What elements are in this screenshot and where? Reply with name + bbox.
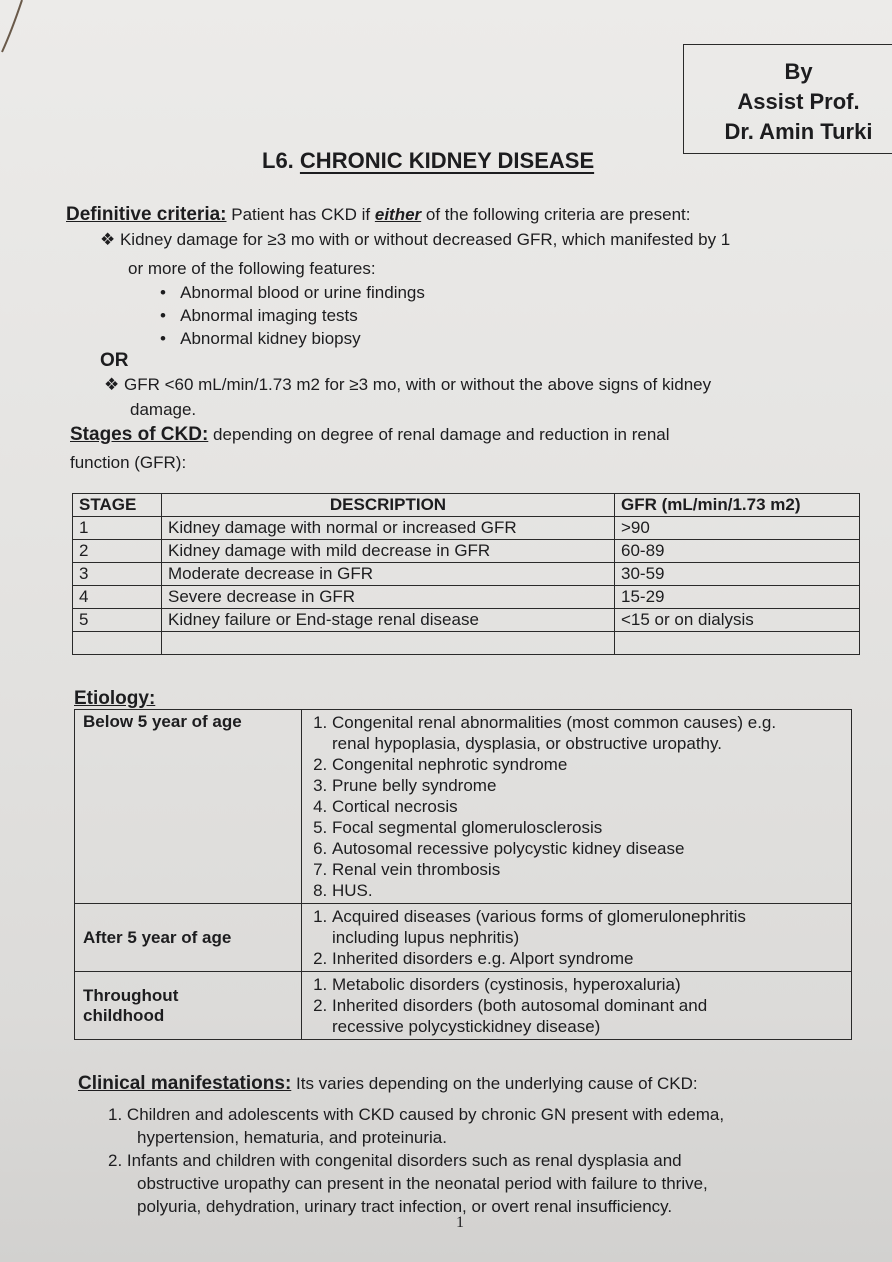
page-number: 1	[456, 1214, 464, 1231]
list-item: 5. Focal segmental glomerulosclerosis	[332, 817, 843, 838]
description-cell: Severe decrease in GFR	[162, 586, 615, 609]
causes-list	[310, 712, 843, 901]
title-main: CHRONIC KIDNEY DISEASE	[299, 148, 595, 173]
definitive-intro-a: Patient has CKD if	[231, 205, 371, 224]
stage-cell: 4	[73, 586, 162, 609]
header-description: DESCRIPTION	[162, 494, 615, 517]
diamond-bullet-icon: ❖	[104, 375, 124, 394]
item-number: 2.	[108, 1151, 123, 1170]
stage-cell: 1	[73, 517, 162, 540]
criterion-1-text-b: or more of the following features:	[128, 259, 376, 278]
description-cell: Kidney failure or End-stage renal disease	[162, 609, 615, 632]
table-row-empty	[73, 632, 860, 655]
description-cell: Moderate decrease in GFR	[162, 563, 615, 586]
age-group-cell: Below 5 year of age	[75, 710, 302, 904]
list-item: 3. Prune belly syndrome	[332, 775, 843, 796]
causes-cell	[302, 904, 852, 972]
table-row	[73, 540, 860, 563]
bullet-icon: •	[160, 283, 181, 302]
age-group-cell	[75, 972, 302, 1040]
or-label: OR	[100, 350, 129, 371]
clinical-text: Infants and children with congenital disorders such as renal dysplasia and	[126, 1151, 682, 1170]
definitive-heading: Definitive criteria:	[66, 204, 227, 225]
clinical-text: obstructive uropathy can present in the neonatal period with failure to thrive,	[137, 1174, 708, 1193]
list-item: 2. Congenital nephrotic syndrome	[332, 754, 843, 775]
feature-text: Abnormal imaging tests	[180, 306, 358, 325]
page-title	[262, 148, 594, 174]
author-title: Assist Prof.	[737, 89, 860, 114]
clinical-intro: Its varies depending on the underlying cause of CKD:	[296, 1074, 698, 1093]
definitive-intro-em: either	[374, 205, 422, 224]
list-item: 6. Autosomal recessive polycystic kidney disease	[332, 838, 843, 859]
etiology-table	[74, 709, 852, 1040]
clinical-text: polyuria, dehydration, urinary tract infection, or overt renal insufficiency.	[137, 1197, 673, 1216]
gfr-cell: 30-59	[615, 563, 860, 586]
stages-heading: Stages of CKD:	[70, 424, 209, 445]
causes-list	[310, 974, 843, 1037]
feature-item	[160, 282, 425, 304]
list-item: 1. Congenital renal abnormalities (most common causes) e.g.	[332, 712, 843, 733]
author-box	[683, 44, 892, 154]
gfr-cell: <15 or on dialysis	[615, 609, 860, 632]
table-header-row	[73, 494, 860, 517]
list-item: 8. HUS.	[332, 880, 843, 901]
pen-mark	[0, 0, 40, 60]
bullet-icon: •	[160, 306, 181, 325]
feature-item	[160, 328, 361, 350]
criterion-2-text-a: GFR <60 mL/min/1.73 m2 for ≥3 mo, with or without the above signs of kidney	[123, 375, 712, 394]
definitive-intro-b: of the following criteria are present:	[425, 205, 691, 224]
criterion-2-line-a	[104, 374, 711, 396]
author-by: By	[784, 59, 813, 84]
stages-line	[70, 424, 670, 446]
list-item: 4. Cortical necrosis	[332, 796, 843, 817]
feature-text: Abnormal blood or urine findings	[180, 283, 425, 302]
stages-table	[72, 493, 860, 655]
table-row	[73, 609, 860, 632]
list-item-continuation: renal hypoplasia, dysplasia, or obstructive uropathy.	[332, 734, 722, 753]
table-row	[73, 586, 860, 609]
header-stage: STAGE	[73, 494, 162, 517]
clinical-item-1	[108, 1104, 724, 1126]
bullet-icon: •	[160, 329, 181, 348]
stages-intro-a: depending on degree of renal damage and reduction in renal	[213, 425, 670, 444]
author-name: Dr. Amin Turki	[724, 119, 873, 144]
clinical-line	[78, 1073, 698, 1095]
criterion-1-line-a	[100, 229, 730, 251]
list-item: 1. Acquired diseases (various forms of glomerulonephritis	[332, 906, 843, 927]
criterion-1-text-a: Kidney damage for ≥3 mo with or without decreased GFR, which manifested by 1	[119, 230, 731, 249]
stages-intro-b: function (GFR):	[70, 453, 187, 472]
gfr-cell: 60-89	[615, 540, 860, 563]
causes-list	[310, 906, 843, 969]
clinical-heading: Clinical manifestations:	[78, 1073, 292, 1094]
description-cell: Kidney damage with mild decrease in GFR	[162, 540, 615, 563]
criterion-2-text-b: damage.	[130, 400, 197, 419]
list-item: 2. Inherited disorders e.g. Alport syndrome	[332, 948, 843, 969]
etiology-heading-line	[74, 688, 155, 710]
header-gfr: GFR (mL/min/1.73 m2)	[615, 494, 860, 517]
table-row	[75, 904, 852, 972]
table-row	[75, 972, 852, 1040]
causes-cell	[302, 710, 852, 904]
age-group-line: Throughout	[83, 985, 179, 1005]
feature-item	[160, 305, 358, 327]
age-group-line: childhood	[83, 1005, 165, 1025]
table-row	[73, 517, 860, 540]
feature-text: Abnormal kidney biopsy	[180, 329, 361, 348]
diamond-bullet-icon: ❖	[100, 230, 120, 249]
clinical-item-2	[108, 1150, 682, 1172]
list-item: 7. Renal vein thrombosis	[332, 859, 843, 880]
list-item-continuation: recessive polycystickidney disease)	[332, 1017, 601, 1036]
list-item: 1. Metabolic disorders (cystinosis, hyperoxaluria)	[332, 974, 843, 995]
gfr-cell: 15-29	[615, 586, 860, 609]
item-number: 1.	[108, 1105, 123, 1124]
clinical-text: hypertension, hematuria, and proteinuria.	[137, 1128, 447, 1147]
table-row	[75, 710, 852, 904]
table-row	[73, 563, 860, 586]
etiology-heading: Etiology:	[74, 688, 156, 709]
definitive-line	[66, 204, 691, 226]
causes-cell	[302, 972, 852, 1040]
title-prefix: L6.	[262, 148, 294, 173]
stage-cell: 5	[73, 609, 162, 632]
gfr-cell: >90	[615, 517, 860, 540]
clinical-text: Children and adolescents with CKD caused by chronic GN present with edema,	[126, 1105, 725, 1124]
description-cell: Kidney damage with normal or increased GFR	[162, 517, 615, 540]
list-item-continuation: including lupus nephritis)	[332, 928, 520, 947]
stage-cell: 3	[73, 563, 162, 586]
list-item: 2. Inherited disorders (both autosomal dominant and	[332, 995, 843, 1016]
age-group-cell: After 5 year of age	[75, 904, 302, 972]
stage-cell: 2	[73, 540, 162, 563]
